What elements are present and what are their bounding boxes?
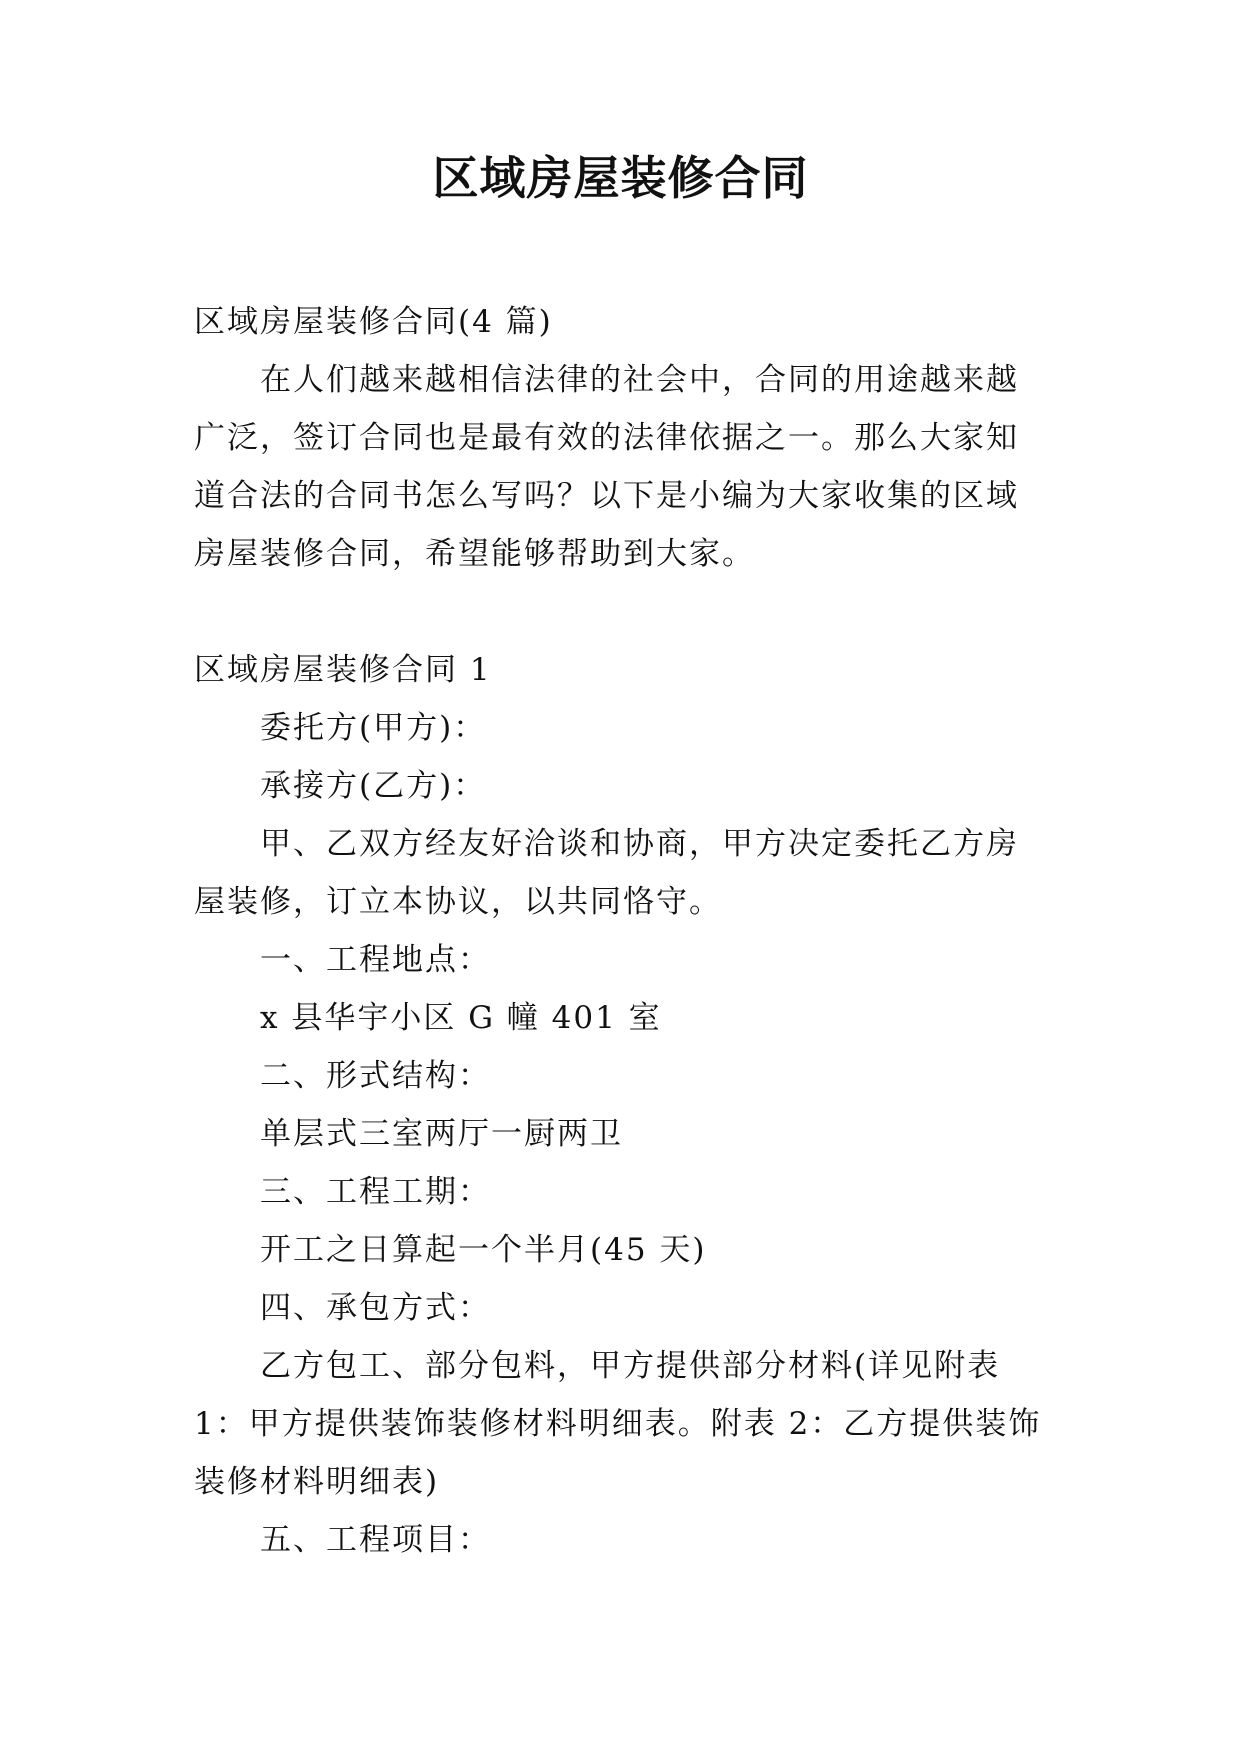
item-1-value: x 县华宇小区 G 幢 401 室 — [260, 1000, 662, 1036]
document-subtitle: 区域房屋装修合同(4 篇) — [194, 304, 553, 340]
item-2-value: 单层式三室两厅一厨两卫 — [260, 1116, 623, 1152]
party-a-line: 委托方(甲方)： — [260, 710, 487, 746]
item-4-label: 四、承包方式： — [260, 1290, 491, 1326]
item-5-label: 五、工程项目： — [260, 1522, 491, 1558]
agreement-paragraph: 甲、乙双方经友好洽谈和协商，甲方决定委托乙方房屋装修，订立本协议，以共同恪守。 — [194, 826, 1019, 920]
party-b-line: 承接方(乙方)： — [260, 768, 487, 804]
section-heading: 区域房屋装修合同 1 — [194, 652, 492, 688]
document-title: 区域房屋装修合同 — [432, 151, 809, 205]
item-3-label: 三、工程工期： — [260, 1174, 491, 1210]
item-4-value: 乙方包工、部分包料，甲方提供部分材料(详见附表 1：甲方提供装饰装修材料明细表。附表 2：乙方提供装饰装修材料明细表) — [194, 1348, 1042, 1500]
intro-paragraph: 在人们越来越相信法律的社会中，合同的用途越来越广泛，签订合同也是最有效的法律依据之一。那么大家知道合法的合同书怎么写吗？以下是小编为大家收集的区域房屋装修合同，希望能够帮助到大家。 — [194, 362, 1019, 572]
document-body — [194, 293, 1050, 1569]
item-2-label: 二、形式结构： — [260, 1058, 491, 1094]
item-1-label: 一、工程地点： — [260, 942, 491, 978]
item-3-value: 开工之日算起一个半月(45 天) — [260, 1232, 707, 1268]
